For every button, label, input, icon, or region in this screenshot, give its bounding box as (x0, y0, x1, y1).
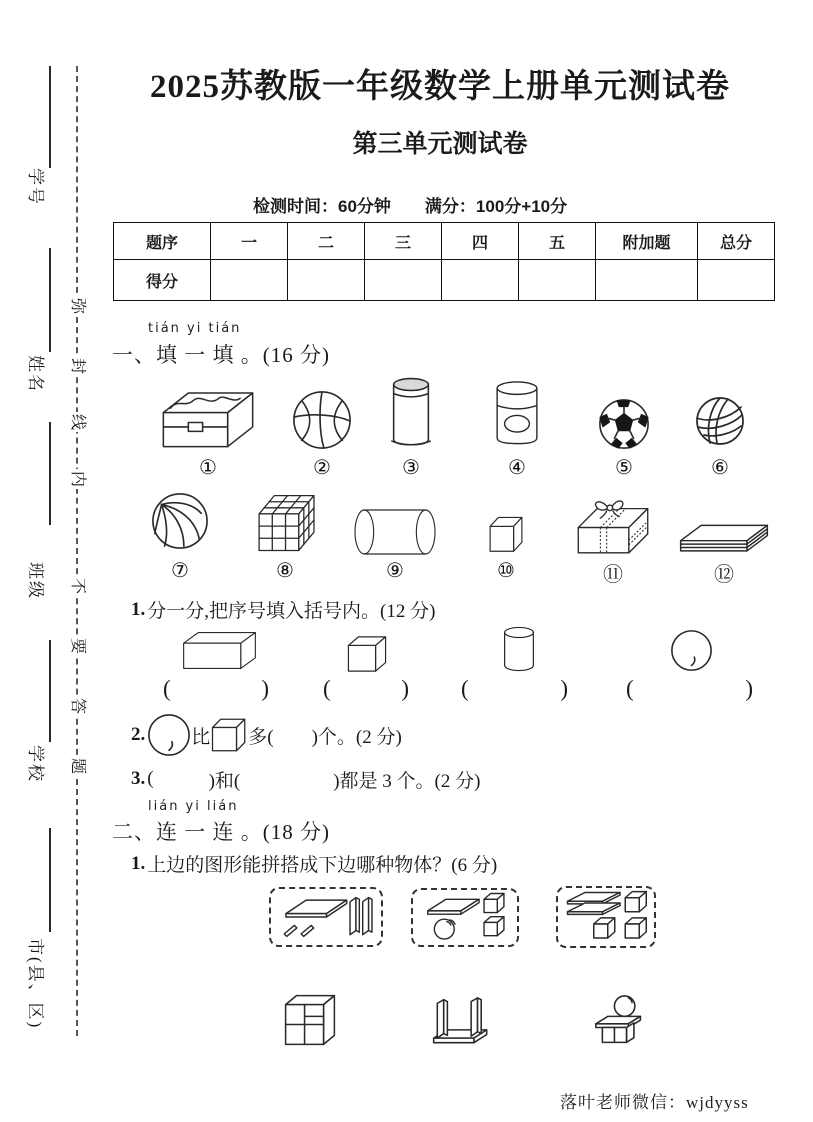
score-cell-empty (698, 260, 775, 301)
answer-brackets (323, 676, 409, 702)
question-2 (131, 712, 402, 758)
question-number: 1. (131, 598, 146, 620)
score-cell-empty (365, 260, 442, 301)
seal-char: 内 (69, 470, 86, 487)
col-header: 五 (519, 223, 596, 260)
soccer-ball-icon (598, 398, 650, 450)
bracket-close: ) (261, 676, 269, 701)
jar-cylinder-icon (493, 374, 541, 452)
seal-char: 要 (69, 637, 86, 654)
col-header: 题序 (114, 223, 211, 260)
answer-brackets (626, 676, 753, 702)
score-cell-empty (211, 260, 288, 301)
item-number: ⑦ (171, 558, 189, 582)
class-label: 班级 (26, 562, 45, 600)
seal-char: 答 (69, 697, 86, 714)
exam-full-score: 满分：100分+10分 (424, 197, 568, 216)
section2-pinyin: lián yi lián (148, 799, 239, 814)
watermark: 落叶老师微信：wjdyyss (560, 1093, 749, 1112)
section1-heading: 一、填 一 填 。(16 分) (112, 343, 330, 367)
question-text: )和( (208, 770, 241, 792)
answer-blank (274, 735, 312, 736)
beach-ball-icon (151, 492, 209, 550)
sphere-icon (147, 713, 191, 757)
item-number: ⑥ (711, 455, 729, 479)
item-number: ⑩ (497, 558, 515, 582)
question-number: 3. (131, 768, 146, 789)
question-number: 1. (131, 852, 146, 874)
bracket-close: ) (745, 676, 753, 701)
question-number: 2. (131, 724, 146, 745)
city-label: 市(县、区) (26, 938, 45, 1030)
col-header: 附加题 (596, 223, 698, 260)
score-cell-empty (288, 260, 365, 301)
cube-icon (345, 634, 389, 674)
ball-on-table-icon (594, 994, 646, 1048)
question-3 (131, 764, 480, 794)
volleyball-icon (695, 396, 745, 446)
section1-pinyin: tián yi tián (148, 321, 242, 336)
seal-char: 弥 (69, 297, 86, 314)
seal-char: 题 (69, 757, 86, 774)
question-1 (131, 596, 435, 623)
question-text: 分一分,把序号填入括号内。(12 分) (147, 601, 436, 622)
col-header: 三 (365, 223, 442, 260)
seal-char: 线 (69, 413, 86, 430)
bracket-open: ( (163, 676, 171, 701)
flat-box-icon (677, 522, 771, 556)
blank-line (49, 248, 51, 352)
rubiks-cube-icon (254, 488, 316, 552)
piece-group-board-rods-panels (269, 887, 383, 947)
blank-line (49, 66, 51, 168)
col-header: 总分 (698, 223, 775, 260)
item-number: ④ (508, 455, 526, 479)
name-label: 姓名 (26, 355, 45, 393)
question-text: )个。(2 分) (311, 726, 402, 748)
piece-group-board-ball-cubes (411, 888, 519, 947)
pencil-box-icon (158, 384, 258, 452)
cube-icon (210, 717, 248, 753)
score-table (113, 222, 775, 301)
basketball-icon (292, 390, 352, 450)
item-number: ⑤ (615, 455, 633, 479)
score-cell-empty (596, 260, 698, 301)
piece-group-boards-cubes (556, 886, 656, 948)
item-number: ⑧ (276, 558, 294, 582)
item-number: ⑨ (386, 558, 404, 582)
gift-box-icon (573, 496, 653, 556)
answer-brackets (461, 676, 568, 702)
col-header: 二 (288, 223, 365, 260)
seal-dashed-line (76, 66, 78, 1036)
cylinder-icon (501, 626, 537, 672)
question-text: 多( (248, 726, 274, 748)
small-cube-icon (487, 514, 525, 554)
bracket-close: ) (401, 676, 409, 701)
item-number: ② (313, 455, 331, 479)
blank-line (49, 640, 51, 742)
blank-line (49, 828, 51, 932)
col-header: 一 (211, 223, 288, 260)
question-text: )都是 3 个。(2 分) (333, 770, 481, 792)
bracket-open: ( (626, 676, 634, 701)
item-number: ③ (402, 455, 420, 479)
question-text: 上边的图形能拼搭成下边哪种物体？(6 分) (147, 855, 498, 876)
bracket-open: ( (323, 676, 331, 701)
bracket-open: ( (461, 676, 469, 701)
page-title: 2025苏教版一年级数学上册单元测试卷 (150, 69, 730, 105)
answer-blank (240, 779, 333, 780)
answer-brackets (163, 676, 269, 702)
cuboid-icon (181, 628, 258, 673)
school-label: 学校 (26, 745, 45, 783)
exam-info (253, 192, 567, 217)
lying-cylinder-icon (353, 508, 437, 556)
thermos-cylinder-icon (390, 370, 432, 452)
student-id-label: 学号 (26, 168, 45, 206)
section2-heading: 二、连 一 连 。(18 分) (112, 820, 330, 844)
bracket-close: ) (560, 676, 568, 701)
item-number: ⑫ (714, 562, 734, 586)
seal-char: 封 (69, 357, 86, 374)
cube-cabinet-icon (282, 992, 338, 1048)
score-cell-empty (442, 260, 519, 301)
sphere-icon (670, 629, 713, 672)
score-row-label: 得分 (114, 260, 211, 301)
question-2-1 (131, 850, 497, 877)
compare-text: 比 (191, 726, 211, 748)
seal-char: 不 (69, 577, 86, 594)
item-number: ① (199, 455, 217, 479)
page-subtitle: 第三单元测试卷 (352, 131, 528, 158)
score-cell-empty (519, 260, 596, 301)
exam-time: 检测时间：60分钟 (253, 197, 391, 216)
blank-line (49, 422, 51, 525)
col-header: 四 (442, 223, 519, 260)
question-text: ( (147, 768, 154, 789)
u-shaped-stand-icon (430, 996, 494, 1051)
answer-blank (154, 779, 209, 780)
item-number: ⑪ (603, 562, 623, 586)
